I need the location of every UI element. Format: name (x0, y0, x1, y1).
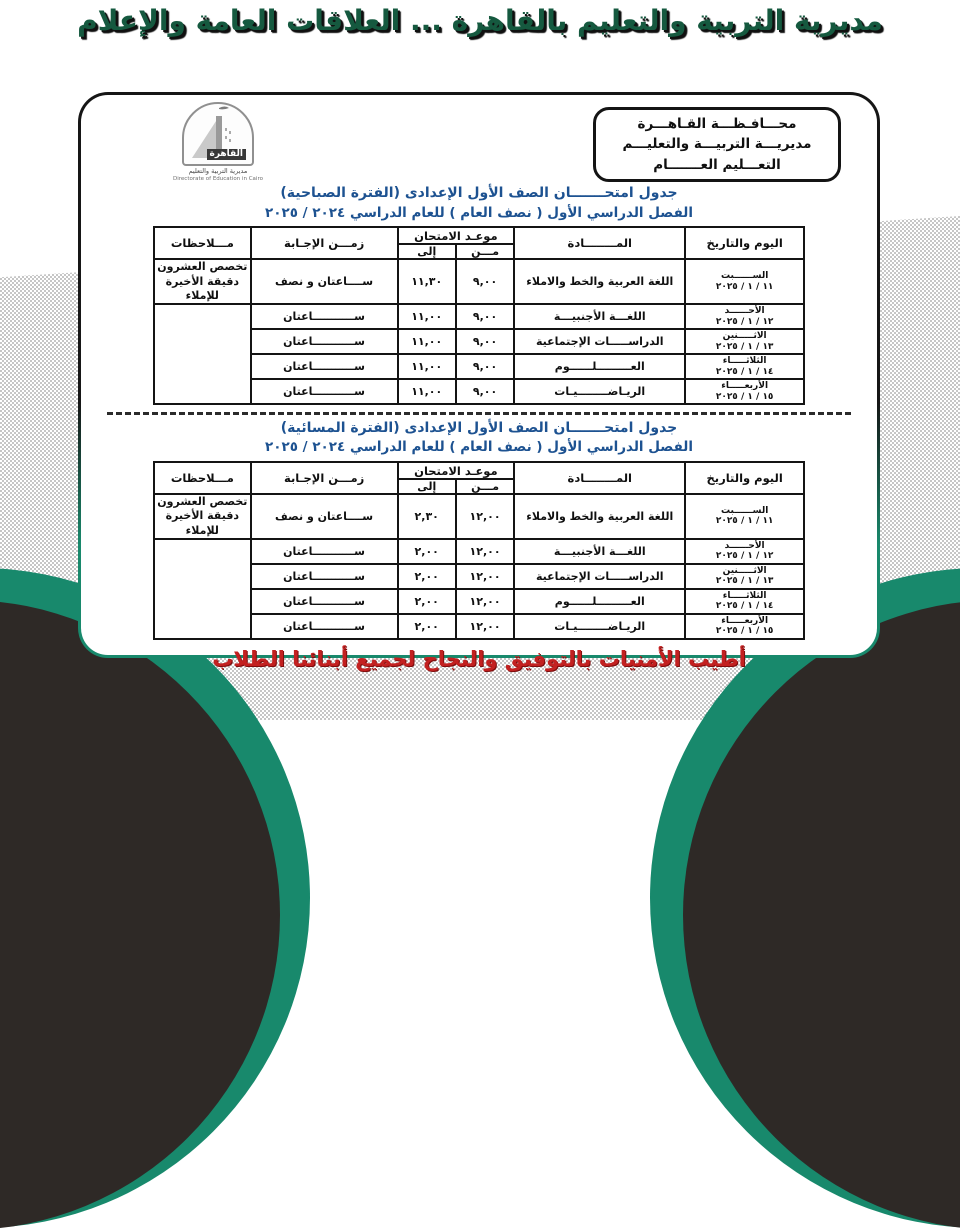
exam-from-cell: ١٢,٠٠ (456, 614, 514, 639)
morning-title-line1: جدول امتحـــــــان الصف الأول الإعدادى (الفترة الصباحية) (280, 185, 678, 202)
col-header-exam-time: موعـد الامتحان (398, 227, 515, 244)
day-date: ١٥ / ١ / ٢٠٢٥ (715, 626, 774, 637)
notes-cell-empty (154, 539, 251, 639)
document-card-frame (78, 92, 880, 671)
exam-table-evening (153, 461, 805, 640)
col-header-day-date: اليوم والتاريخ (685, 462, 804, 494)
day-date: ١٣ / ١ / ٢٠٢٥ (715, 341, 774, 352)
subject-cell: اللغـــة الأجنبيـــة (514, 304, 685, 329)
table-row (154, 494, 804, 539)
exam-to-cell: ٢,٠٠ (398, 589, 456, 614)
day-date-cell (685, 329, 804, 354)
day-name: الأحــــــد (724, 541, 765, 552)
stamp-line-2: مديريـــة التربيـــة والتعليـــم (622, 136, 812, 153)
duration-cell: ســـــــــــاعتان (251, 539, 398, 564)
col-header-notes: مـــلاحظات (154, 227, 251, 259)
exam-to-cell: ١١,٠٠ (398, 379, 456, 404)
day-name: الســــــبت (721, 271, 769, 282)
exam-to-cell: ١١,٠٠ (398, 354, 456, 379)
col-header-subject: المــــــــادة (514, 227, 685, 259)
footer-wish-text: أطيب الأمنيات بالتوفيق والنجاح لجميع أبنائنا الطلاب (212, 646, 746, 671)
exam-from-cell: ١٢,٠٠ (456, 539, 514, 564)
table-row (154, 354, 804, 379)
day-date: ١١ / ١ / ٢٠٢٥ (715, 516, 774, 527)
duration-cell: ســـــــــــاعتان (251, 354, 398, 379)
exam-to-cell: ٢,٠٠ (398, 614, 456, 639)
page-banner-title: مديرية التربية والتعليم بالقاهرة ... العلاقات العامة والإعلام (77, 4, 883, 37)
exam-from-cell: ١٢,٠٠ (456, 494, 514, 539)
notes-cell: تخصص العشرون دقيقة الأخيرة للإملاء (154, 259, 251, 304)
exam-from-cell: ٩,٠٠ (456, 329, 514, 354)
notes-cell: تخصص العشرون دقيقة الأخيرة للإملاء (154, 494, 251, 539)
day-date: ١٢ / ١ / ٢٠٢٥ (715, 551, 774, 562)
notes-cell-empty (154, 304, 251, 404)
subject-cell: العـــــــــلــــــوم (514, 354, 685, 379)
exam-from-cell: ٩,٠٠ (456, 259, 514, 304)
col-header-exam-time: موعـد الامتحان (398, 462, 515, 479)
morning-table-title (107, 183, 851, 223)
col-header-from: مـــن (456, 244, 514, 259)
day-date: ١٤ / ١ / ٢٠٢٥ (715, 601, 774, 612)
subject-cell: الريـاضــــــــيـات (514, 614, 685, 639)
day-name: الثلاثـــــاء (722, 356, 767, 367)
logo-city-label: القاهرة (207, 149, 246, 160)
col-header-to: إلى (398, 244, 456, 259)
exam-from-cell: ١٢,٠٠ (456, 564, 514, 589)
morning-title-line2: الفصل الدراسي الأول ( نصف العام ) للعام الدراسي ٢٠٢٤ / ٢٠٢٥ (264, 204, 694, 221)
day-date: ١٣ / ١ / ٢٠٢٥ (715, 576, 774, 587)
duration-cell: ســـــــــــاعتان (251, 564, 398, 589)
subject-cell: العـــــــــلــــــوم (514, 589, 685, 614)
stamp-line-1: محـــافـظـــة القـاهـــرة (637, 116, 797, 132)
day-name: الســــــبت (721, 506, 769, 517)
col-header-subject: المــــــــادة (514, 462, 685, 494)
table-row (154, 539, 804, 564)
subject-cell: الدراســـــات الإجتماعية (514, 564, 685, 589)
table-row (154, 564, 804, 589)
exam-to-cell: ١١,٣٠ (398, 259, 456, 304)
exam-from-cell: ٩,٠٠ (456, 354, 514, 379)
col-header-notes: مـــلاحظات (154, 462, 251, 494)
duration-cell: ســــاعتان و نصف (251, 494, 398, 539)
day-date-cell (685, 354, 804, 379)
exam-from-cell: ١٢,٠٠ (456, 589, 514, 614)
table-row (154, 329, 804, 354)
day-date-cell (685, 614, 804, 639)
table-row (154, 379, 804, 404)
day-name: الأربعـــــاء (721, 381, 769, 392)
exam-from-cell: ٩,٠٠ (456, 304, 514, 329)
day-date: ١٥ / ١ / ٢٠٢٥ (715, 391, 774, 402)
table-row (154, 304, 804, 329)
evening-title-line1: جدول امتحـــــــان الصف الأول الإعدادى (الفترة المسائية) (280, 420, 678, 437)
col-header-day-date: اليوم والتاريخ (685, 227, 804, 259)
card-header (107, 102, 851, 182)
day-date-cell (685, 304, 804, 329)
evening-table-title (107, 418, 851, 458)
document-card (81, 95, 877, 671)
day-date-cell (685, 259, 804, 304)
col-header-to: إلى (398, 479, 456, 494)
table-row (154, 614, 804, 639)
logo-caption-arabic: مديرية التربية والتعليم (188, 167, 248, 175)
subject-cell: الدراســـــات الإجتماعية (514, 329, 685, 354)
evening-title-line2: الفصل الدراسي الأول ( نصف العام ) للعام الدراسي ٢٠٢٤ / ٢٠٢٥ (264, 439, 694, 456)
day-date: ١٢ / ١ / ٢٠٢٥ (715, 316, 774, 327)
cairo-directorate-logo (163, 102, 273, 182)
col-header-duration: زمـــن الإجـابة (251, 227, 398, 259)
day-date-cell (685, 379, 804, 404)
col-header-from: مـــن (456, 479, 514, 494)
duration-cell: ســـــــــــاعتان (251, 329, 398, 354)
duration-cell: ســـــــــــاعتان (251, 614, 398, 639)
day-date-cell (685, 564, 804, 589)
col-header-duration: زمـــن الإجـابة (251, 462, 398, 494)
day-date-cell (685, 539, 804, 564)
subject-cell: الريـاضــــــــيـات (514, 379, 685, 404)
duration-cell: ســــاعتان و نصف (251, 259, 398, 304)
exam-to-cell: ١١,٠٠ (398, 304, 456, 329)
subject-cell: اللغـــة الأجنبيـــة (514, 539, 685, 564)
table-row (154, 589, 804, 614)
exam-to-cell: ٢,٣٠ (398, 494, 456, 539)
stamp-line-3: التعـــليم العـــــــام (653, 156, 781, 173)
subject-cell: اللغة العربية والخط والاملاء (514, 259, 685, 304)
exam-table-morning (153, 226, 805, 405)
logo-arch (182, 102, 254, 166)
duration-cell: ســـــــــــاعتان (251, 379, 398, 404)
day-name: الاثـــــنين (722, 331, 767, 342)
dashed-divider (107, 412, 851, 415)
governorate-stamp-box (593, 107, 841, 182)
exam-to-cell: ٢,٠٠ (398, 539, 456, 564)
exam-to-cell: ١١,٠٠ (398, 329, 456, 354)
day-date: ١١ / ١ / ٢٠٢٥ (715, 281, 774, 292)
day-name: الاثـــــنين (722, 566, 767, 577)
logo-caption-english: Directorate of Education in Cairo (173, 175, 263, 182)
duration-cell: ســـــــــــاعتان (251, 304, 398, 329)
day-date-cell (685, 589, 804, 614)
subject-cell: اللغة العربية والخط والاملاء (514, 494, 685, 539)
day-name: الثلاثـــــاء (722, 591, 767, 602)
exam-from-cell: ٩,٠٠ (456, 379, 514, 404)
day-name: الأربعـــــاء (721, 616, 769, 627)
day-name: الأحــــــد (724, 306, 765, 317)
day-date: ١٤ / ١ / ٢٠٢٥ (715, 366, 774, 377)
exam-to-cell: ٢,٠٠ (398, 564, 456, 589)
day-date-cell (685, 494, 804, 539)
table-row (154, 259, 804, 304)
duration-cell: ســـــــــــاعتان (251, 589, 398, 614)
